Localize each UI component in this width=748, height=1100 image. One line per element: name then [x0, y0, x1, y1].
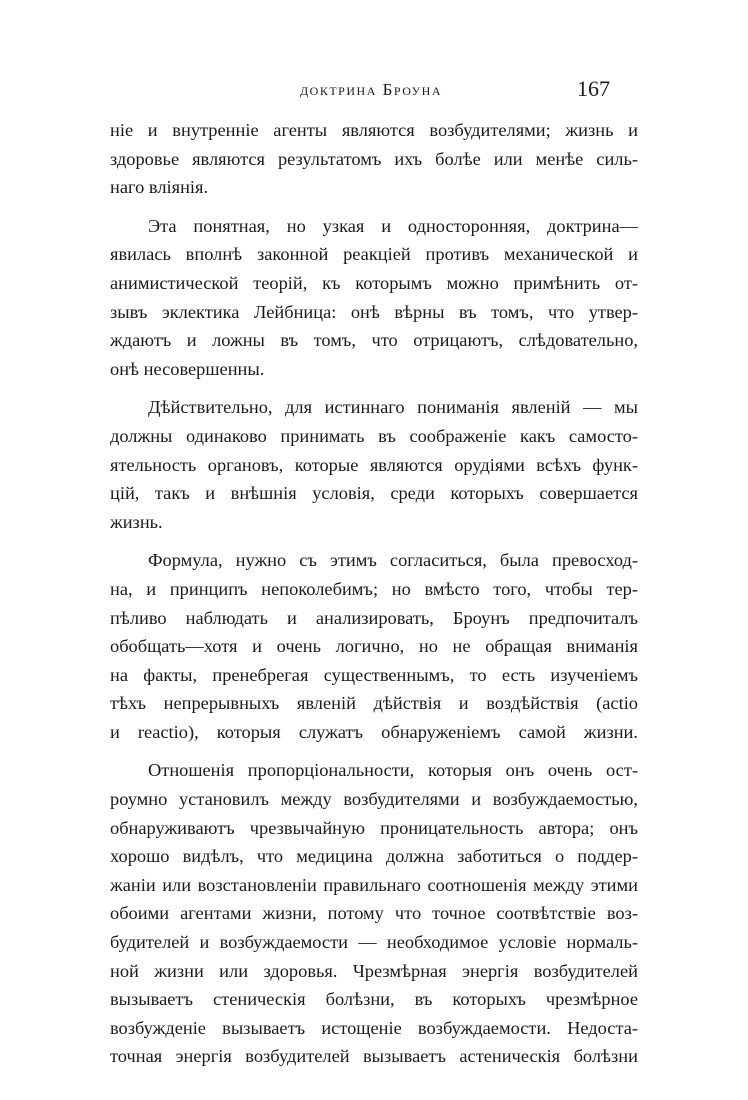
text-line: зывъ эклектика Лейбница: онѣ вѣрны въ томъ, что утвер-	[110, 301, 638, 322]
text-line: ждаютъ и ложны въ томъ, что отрицаютъ, слѣдовательно,	[110, 330, 638, 351]
paragraph	[110, 546, 638, 746]
text-line: должны одинаково принимать въ соображеніе какъ самосто-	[110, 425, 638, 446]
text-line: Эта понятная, но узкая и односторонняя, доктрина—	[148, 215, 638, 236]
text-line: роумно установилъ между возбудителями и возбуждаемостью,	[110, 789, 638, 810]
text-line: пѣливо наблюдать и анализировать, Броунъ предпочиталъ	[110, 607, 638, 628]
text-line: обоими агентами жизни, потому что точное соотвѣтствіе воз-	[110, 903, 638, 924]
text-line: анимистической теорій, къ которымъ можно примѣнить от-	[110, 272, 638, 293]
running-head	[110, 76, 638, 106]
paragraph	[110, 116, 638, 202]
text-line: вызываетъ стеническія болѣзни, въ которыхъ чрезмѣрное	[110, 989, 638, 1010]
text-line: и reactio), которыя служатъ обнаруженіемъ самой жизни.	[110, 721, 638, 742]
paragraph	[110, 756, 638, 1071]
text-line: обобщать—хотя и очень логично, но не обращая вниманія	[110, 636, 638, 657]
text-line: наго вліянія.	[110, 177, 209, 198]
text-line: на, и принципъ непоколебимъ; но вмѣсто того, чтобы тер-	[110, 578, 638, 599]
body-text	[110, 116, 638, 1081]
text-line: Дѣйствительно, для истиннаго пониманія явленій — мы	[148, 397, 638, 418]
text-line: ной жизни или здоровья. Чрезмѣрная энергія возбудителей	[110, 960, 638, 981]
running-title: доктрина Броуна	[300, 80, 443, 99]
text-line: Формула, нужно съ этимъ согласиться, была превосход-	[148, 550, 638, 571]
paragraph	[110, 393, 638, 536]
text-line: онѣ несовершенны.	[110, 358, 265, 379]
text-line: здоровье являются результатомъ ихъ болѣе или менѣе силь-	[110, 148, 638, 169]
paragraph	[110, 212, 638, 384]
text-line: точная энергія возбудителей вызываетъ астеническія болѣзни	[110, 1046, 638, 1067]
text-line: ніе и внутренніе агенты являются возбудителями; жизнь и	[110, 120, 638, 140]
text-line: жаніи или возстановленіи правильнаго соотношенія между этими	[110, 874, 638, 895]
text-line: явилась вполнѣ законной реакціей противъ механической и	[110, 244, 638, 265]
text-line: тѣхъ непрерывныхъ явленій дѣйствія и воздѣйствія (actio	[110, 693, 638, 714]
text-line: Отношенія пропорціональности, которыя онъ очень ост-	[148, 760, 638, 781]
text-line: цій, такъ и внѣшнія условія, среди которыхъ совершается	[110, 483, 638, 504]
text-line: обнаруживаютъ чрезвычайную проницательность автора; онъ	[110, 817, 638, 838]
page-number: 167	[577, 76, 610, 101]
text-line: жизнь.	[110, 511, 163, 532]
text-line: возбужденіе вызываетъ истощеніе возбуждаемости. Недоста-	[110, 1017, 638, 1038]
text-line: хорошо видѣлъ, что медицина должна заботиться о поддер-	[110, 846, 638, 867]
text-line: на факты, пренебрегая существеннымъ, то есть изученіемъ	[110, 664, 638, 685]
text-line: будителей и возбуждаемости — необходимое условіе нормаль-	[110, 932, 638, 953]
text-line: ятельность органовъ, которые являются орудіями всѣхъ функ-	[110, 454, 638, 475]
